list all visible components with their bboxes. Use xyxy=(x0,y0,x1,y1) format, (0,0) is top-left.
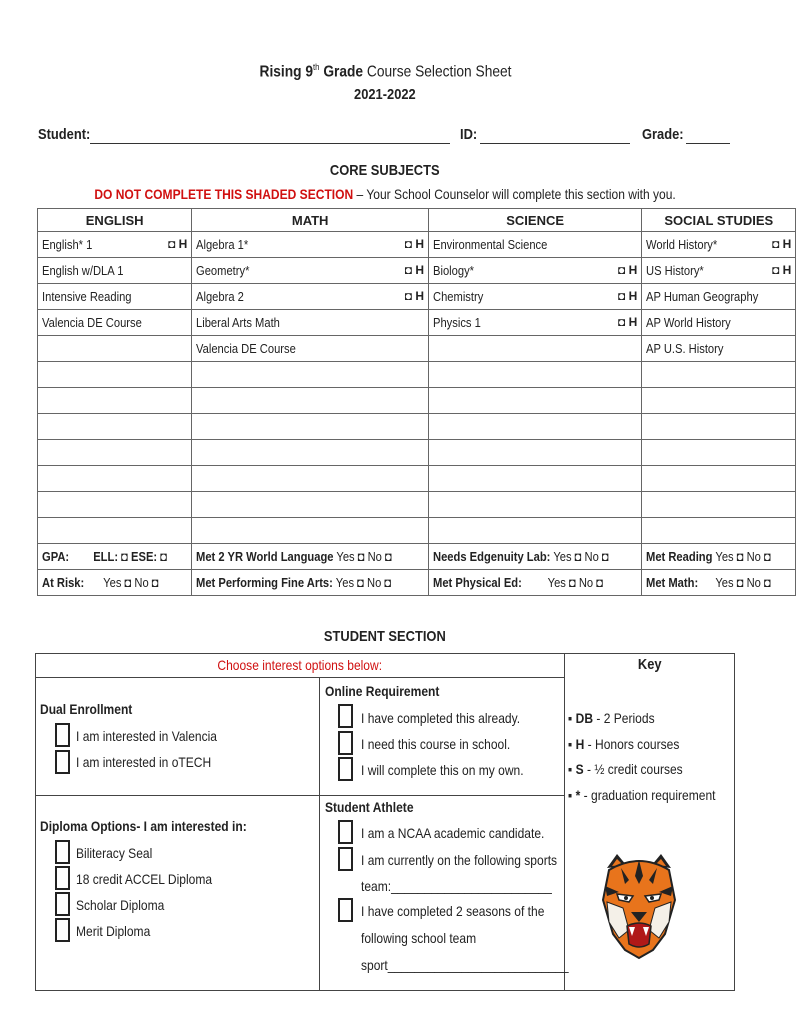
honors-checkbox[interactable]: ◘ H xyxy=(404,289,424,303)
athlete-sport-field[interactable]: sport___________________________ xyxy=(361,957,569,973)
diploma-checkbox-merit[interactable] xyxy=(55,918,70,942)
honors-checkbox[interactable]: ◘ H xyxy=(168,237,188,251)
athlete-option-current-sports: I am currently on the following sports xyxy=(361,852,558,868)
table-cell-empty[interactable] xyxy=(192,492,429,518)
online-requirement-heading: Online Requirement xyxy=(325,683,440,699)
honors-checkbox[interactable]: ◘ H xyxy=(618,289,638,303)
dual-enrollment-checkbox-valencia[interactable] xyxy=(55,723,70,747)
gpa-ell-ese-cell[interactable]: GPA: ELL: ◘ ESE: ◘ xyxy=(38,544,192,570)
table-row-empty xyxy=(38,518,796,544)
table-cell[interactable]: Valencia DE Course xyxy=(192,336,429,362)
table-cell-empty[interactable] xyxy=(428,440,641,466)
shaded-warning: DO NOT COMPLETE THIS SHADED SECTION xyxy=(94,186,354,202)
table-cell-empty[interactable] xyxy=(642,388,796,414)
table-cell-empty[interactable] xyxy=(192,440,429,466)
diploma-option-accel: 18 credit ACCEL Diploma xyxy=(76,871,213,887)
table-cell-empty[interactable] xyxy=(38,362,192,388)
table-cell-empty[interactable] xyxy=(642,492,796,518)
athlete-checkbox-two-seasons[interactable] xyxy=(338,898,353,922)
document-header xyxy=(0,62,770,108)
table-cell-empty[interactable] xyxy=(38,388,192,414)
key-item-db: ▪ DB - 2 Periods xyxy=(568,710,655,726)
honors-checkbox[interactable]: ◘ H xyxy=(618,315,638,329)
athlete-option-school-team: following school team xyxy=(361,930,477,946)
key-item-star: ▪ * - graduation requirement xyxy=(568,787,716,803)
diploma-option-merit: Merit Diploma xyxy=(76,923,151,939)
online-checkbox-completed[interactable] xyxy=(338,704,353,728)
diploma-options-heading: Diploma Options- I am interested in: xyxy=(40,818,247,834)
table-cell-empty[interactable] xyxy=(38,466,192,492)
table-row-empty xyxy=(38,440,796,466)
table-row-empty xyxy=(38,362,796,388)
table-cell[interactable]: Biology* ◘ H xyxy=(428,258,641,284)
table-cell-empty[interactable] xyxy=(192,362,429,388)
table-cell-empty[interactable] xyxy=(642,466,796,492)
table-cell[interactable]: Algebra 1* ◘ H xyxy=(192,232,429,258)
table-cell[interactable] xyxy=(38,336,192,362)
section-divider-horizontal xyxy=(35,795,564,796)
diploma-checkbox-scholar[interactable] xyxy=(55,892,70,916)
table-cell-empty[interactable] xyxy=(642,362,796,388)
note-rest: – Your School Counselor will complete this section with you. xyxy=(353,186,676,202)
table-cell-empty[interactable] xyxy=(642,414,796,440)
diploma-option-biliteracy: Biliteracy Seal xyxy=(76,845,153,861)
page-title xyxy=(0,62,770,84)
school-year: 2021-2022 xyxy=(354,86,416,103)
table-header-row xyxy=(38,209,796,232)
key-item-h: ▪ H - Honors courses xyxy=(568,736,680,752)
reading-cell[interactable]: Met Reading Yes ◘ No ◘ xyxy=(642,544,796,570)
table-cell-empty[interactable] xyxy=(38,518,192,544)
table-cell[interactable]: Environmental Science xyxy=(428,232,641,258)
table-cell-empty[interactable] xyxy=(642,440,796,466)
table-row-empty xyxy=(38,414,796,440)
world-language-cell[interactable]: Met 2 YR World Language Yes ◘ No ◘ xyxy=(192,544,429,570)
table-cell-empty[interactable] xyxy=(38,414,192,440)
table-row-empty xyxy=(38,466,796,492)
student-label: Student: xyxy=(38,126,91,143)
grade-field[interactable] xyxy=(686,143,730,144)
id-field[interactable] xyxy=(480,143,630,144)
diploma-checkbox-biliteracy[interactable] xyxy=(55,840,70,864)
table-cell-empty[interactable] xyxy=(428,388,641,414)
honors-checkbox[interactable]: ◘ H xyxy=(404,263,424,277)
online-option-own: I will complete this on my own. xyxy=(361,762,524,778)
dual-enrollment-option-otech: I am interested in oTECH xyxy=(76,754,212,770)
table-cell-empty[interactable] xyxy=(38,492,192,518)
table-row xyxy=(38,284,796,310)
header-science: SCIENCE xyxy=(428,209,641,232)
edgenuity-cell[interactable]: Needs Edgenuity Lab: Yes ◘ No ◘ xyxy=(428,544,641,570)
table-cell[interactable]: Physics 1 ◘ H xyxy=(428,310,641,336)
table-cell[interactable]: Geometry* ◘ H xyxy=(192,258,429,284)
table-cell[interactable]: Chemistry ◘ H xyxy=(428,284,641,310)
key-title: Key xyxy=(637,656,662,673)
key-item-s: ▪ S - ½ credit courses xyxy=(568,761,683,777)
table-cell-empty[interactable] xyxy=(192,388,429,414)
table-cell-empty[interactable] xyxy=(428,414,641,440)
id-label: ID: xyxy=(460,126,478,143)
online-checkbox-in-school[interactable] xyxy=(338,731,353,755)
dual-enrollment-checkbox-otech[interactable] xyxy=(55,750,70,774)
student-name-field[interactable] xyxy=(90,143,450,144)
table-cell-empty[interactable] xyxy=(38,440,192,466)
student-athlete-heading: Student Athlete xyxy=(325,799,414,815)
table-cell-empty[interactable] xyxy=(428,518,641,544)
online-option-in-school: I need this course in school. xyxy=(361,736,511,752)
table-cell[interactable]: US History* ◘ H xyxy=(642,258,796,284)
honors-checkbox[interactable]: ◘ H xyxy=(772,237,792,251)
athlete-checkbox-current-sports[interactable] xyxy=(338,847,353,871)
header-math: MATH xyxy=(192,209,429,232)
header-social-studies: SOCIAL STUDIES xyxy=(642,209,796,232)
table-cell-empty[interactable] xyxy=(642,518,796,544)
diploma-checkbox-accel[interactable] xyxy=(55,866,70,890)
dual-enrollment-option-valencia: I am interested in Valencia xyxy=(76,728,217,744)
table-cell-empty[interactable] xyxy=(192,518,429,544)
dual-enrollment-heading: Dual Enrollment xyxy=(40,701,133,717)
table-row xyxy=(38,336,796,362)
student-section-title: STUDENT SECTION xyxy=(324,628,446,645)
table-row xyxy=(38,232,796,258)
table-footer-row-2 xyxy=(38,570,796,596)
table-cell[interactable]: World History* ◘ H xyxy=(642,232,796,258)
at-risk-cell[interactable]: At Risk: Yes ◘ No ◘ xyxy=(38,570,192,596)
table-cell[interactable]: English* 1 ◘ H xyxy=(38,232,192,258)
title-rest: Course Selection Sheet xyxy=(362,63,511,81)
physical-ed-cell[interactable]: Met Physical Ed: Yes ◘ No ◘ xyxy=(428,570,641,596)
table-cell[interactable]: Intensive Reading xyxy=(38,284,192,310)
table-row xyxy=(38,310,796,336)
table-cell-empty[interactable] xyxy=(428,492,641,518)
table-cell[interactable]: Algebra 2 ◘ H xyxy=(192,284,429,310)
header-english: ENGLISH xyxy=(38,209,192,232)
table-row xyxy=(38,258,796,284)
table-footer-row-1 xyxy=(38,544,796,570)
table-cell-empty[interactable] xyxy=(428,466,641,492)
title-sup: th xyxy=(312,62,319,72)
title-grade: Grade xyxy=(318,63,363,81)
table-cell[interactable]: AP World History xyxy=(642,310,796,336)
table-cell-empty[interactable] xyxy=(192,414,429,440)
table-cell[interactable]: English w/DLA 1 xyxy=(38,258,192,284)
interest-options-header: Choose interest options below: xyxy=(35,653,564,678)
grade-label: Grade: xyxy=(642,126,684,143)
title-rising: Rising 9 xyxy=(259,63,313,81)
table-cell[interactable]: Valencia DE Course xyxy=(38,310,192,336)
table-cell[interactable] xyxy=(428,336,641,362)
section-divider-vertical xyxy=(319,678,320,991)
table-row-empty xyxy=(38,388,796,414)
athlete-sports-team-field[interactable]: team:________________________ xyxy=(361,878,552,894)
table-cell-empty[interactable] xyxy=(192,466,429,492)
table-row-empty xyxy=(38,492,796,518)
table-cell[interactable]: Liberal Arts Math xyxy=(192,310,429,336)
table-cell-empty[interactable] xyxy=(428,362,641,388)
online-checkbox-own[interactable] xyxy=(338,757,353,781)
athlete-option-ncaa: I am a NCAA academic candidate. xyxy=(361,825,545,841)
honors-checkbox[interactable]: ◘ H xyxy=(404,237,424,251)
honors-checkbox[interactable]: ◘ H xyxy=(618,263,638,277)
performing-arts-cell[interactable]: Met Performing Fine Arts: Yes ◘ No ◘ xyxy=(192,570,429,596)
met-math-cell[interactable]: Met Math: Yes ◘ No ◘ xyxy=(642,570,796,596)
honors-checkbox[interactable]: ◘ H xyxy=(772,263,792,277)
table-cell[interactable]: AP U.S. History xyxy=(642,336,796,362)
core-subjects-table xyxy=(37,208,796,596)
counselor-note xyxy=(0,186,770,202)
table-cell[interactable]: AP Human Geography xyxy=(642,284,796,310)
student-info-line xyxy=(38,126,738,148)
athlete-checkbox-ncaa[interactable] xyxy=(338,820,353,844)
diploma-option-scholar: Scholar Diploma xyxy=(76,897,165,913)
tiger-mascot-icon xyxy=(599,850,679,962)
athlete-option-two-seasons: I have completed 2 seasons of the xyxy=(361,903,545,919)
online-option-completed: I have completed this already. xyxy=(361,710,521,726)
core-subjects-title: CORE SUBJECTS xyxy=(330,162,440,179)
